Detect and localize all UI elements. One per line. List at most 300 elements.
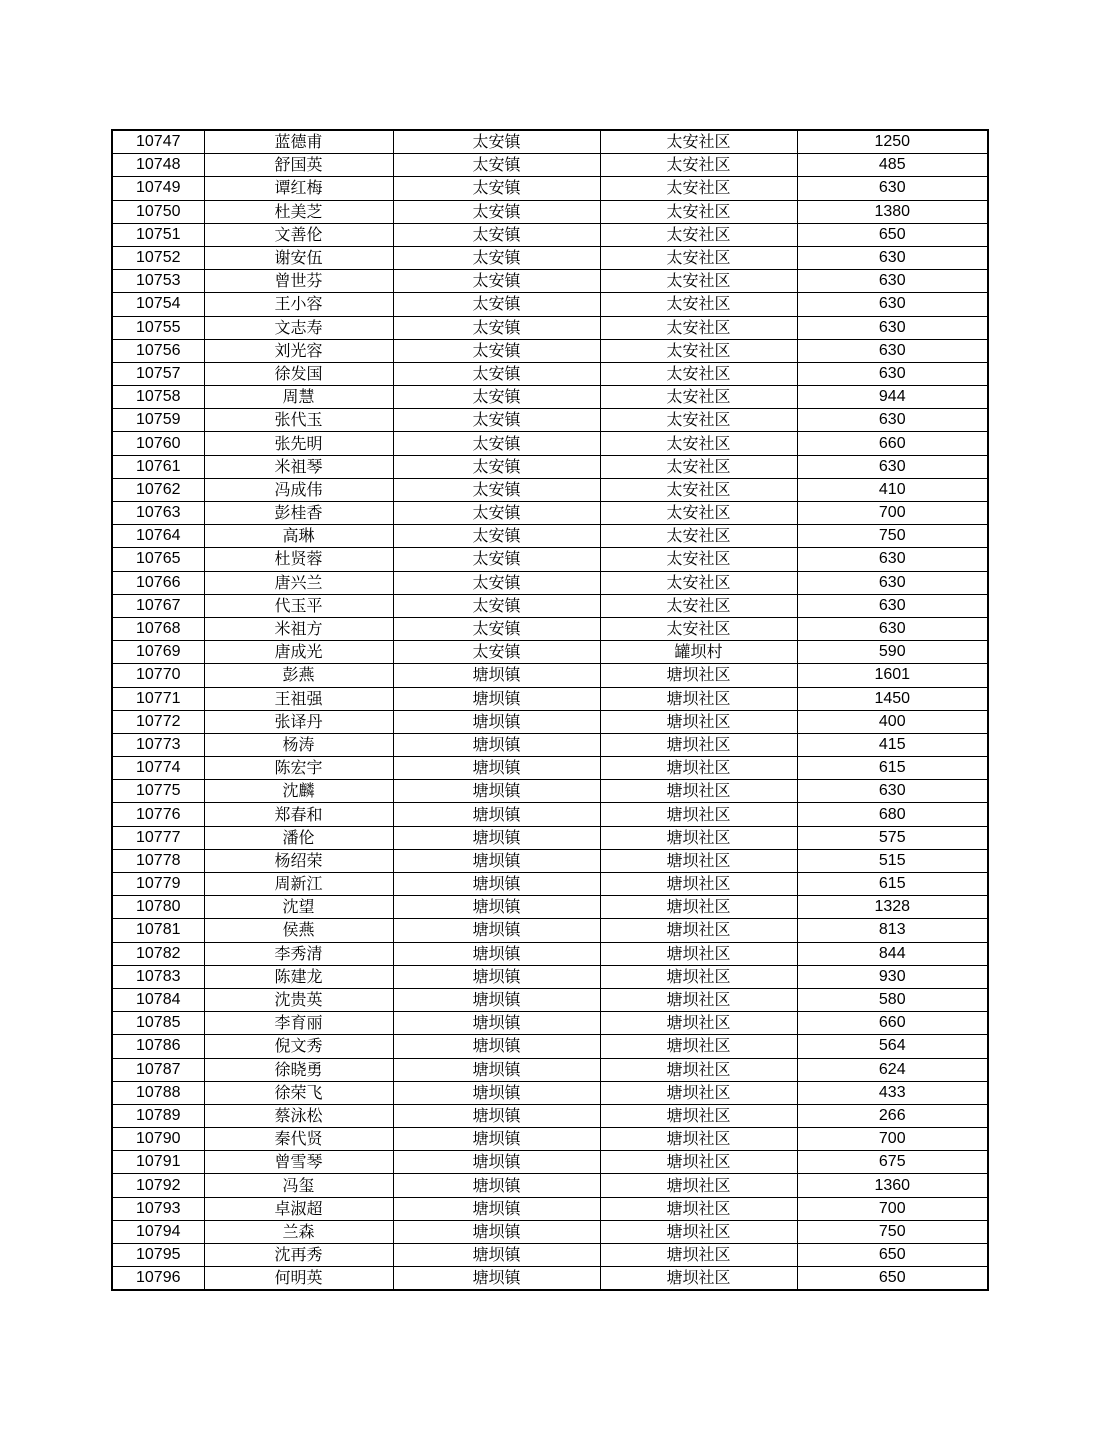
table-row [112,223,988,246]
name-cell: 徐荣飞 [204,1081,393,1104]
amount-cell: 650 [797,223,988,246]
name-cell: 冯玺 [204,1174,393,1197]
table-row [112,525,988,548]
amount-cell: 485 [797,154,988,177]
amount-cell: 680 [797,803,988,826]
community-cell: 太安社区 [600,502,797,525]
table-row [112,826,988,849]
records-table-body [112,130,988,1290]
amount-cell: 750 [797,1220,988,1243]
record-id-cell: 10778 [112,849,204,872]
amount-cell: 515 [797,849,988,872]
record-id-cell: 10758 [112,386,204,409]
record-id-cell: 10750 [112,200,204,223]
amount-cell: 630 [797,780,988,803]
community-cell: 塘坝社区 [600,1104,797,1127]
record-id-cell: 10755 [112,316,204,339]
name-cell: 李秀清 [204,942,393,965]
name-cell: 张先明 [204,432,393,455]
name-cell: 倪文秀 [204,1035,393,1058]
amount-cell: 630 [797,362,988,385]
town-cell: 太安镇 [393,200,600,223]
name-cell: 唐成光 [204,641,393,664]
name-cell: 谭红梅 [204,177,393,200]
town-cell: 塘坝镇 [393,733,600,756]
town-cell: 塘坝镇 [393,1151,600,1174]
name-cell: 王小容 [204,293,393,316]
name-cell: 杨绍荣 [204,849,393,872]
name-cell: 徐晓勇 [204,1058,393,1081]
record-id-cell: 10784 [112,988,204,1011]
name-cell: 杜贤蓉 [204,548,393,571]
community-cell: 塘坝社区 [600,1197,797,1220]
town-cell: 塘坝镇 [393,988,600,1011]
record-id-cell: 10774 [112,757,204,780]
name-cell: 何明英 [204,1267,393,1291]
table-row [112,502,988,525]
community-cell: 太安社区 [600,571,797,594]
amount-cell: 590 [797,641,988,664]
amount-cell: 415 [797,733,988,756]
town-cell: 塘坝镇 [393,873,600,896]
name-cell: 冯成伟 [204,478,393,501]
town-cell: 太安镇 [393,548,600,571]
name-cell: 侯燕 [204,919,393,942]
community-cell: 塘坝社区 [600,710,797,733]
record-id-cell: 10770 [112,664,204,687]
records-table [111,129,989,1291]
community-cell: 太安社区 [600,478,797,501]
name-cell: 沈贵英 [204,988,393,1011]
record-id-cell: 10786 [112,1035,204,1058]
community-cell: 塘坝社区 [600,1081,797,1104]
amount-cell: 930 [797,965,988,988]
name-cell: 高琳 [204,525,393,548]
table-row [112,432,988,455]
record-id-cell: 10748 [112,154,204,177]
record-id-cell: 10776 [112,803,204,826]
table-row [112,1081,988,1104]
amount-cell: 410 [797,478,988,501]
name-cell: 秦代贤 [204,1128,393,1151]
table-row [112,270,988,293]
community-cell: 塘坝社区 [600,1244,797,1267]
amount-cell: 433 [797,1081,988,1104]
amount-cell: 630 [797,339,988,362]
record-id-cell: 10760 [112,432,204,455]
record-id-cell: 10775 [112,780,204,803]
table-row [112,641,988,664]
amount-cell: 1450 [797,687,988,710]
amount-cell: 630 [797,548,988,571]
town-cell: 塘坝镇 [393,664,600,687]
record-id-cell: 10752 [112,246,204,269]
table-row [112,316,988,339]
table-row [112,803,988,826]
table-row [112,409,988,432]
table-row [112,849,988,872]
name-cell: 李育丽 [204,1012,393,1035]
community-cell: 塘坝社区 [600,1174,797,1197]
community-cell: 太安社区 [600,200,797,223]
community-cell: 太安社区 [600,362,797,385]
town-cell: 太安镇 [393,270,600,293]
community-cell: 太安社区 [600,548,797,571]
table-row [112,873,988,896]
amount-cell: 630 [797,455,988,478]
record-id-cell: 10789 [112,1104,204,1127]
town-cell: 塘坝镇 [393,849,600,872]
community-cell: 塘坝社区 [600,733,797,756]
table-row [112,733,988,756]
table-row [112,246,988,269]
town-cell: 太安镇 [393,154,600,177]
amount-cell: 1360 [797,1174,988,1197]
amount-cell: 630 [797,177,988,200]
table-row [112,1104,988,1127]
town-cell: 塘坝镇 [393,942,600,965]
community-cell: 塘坝社区 [600,664,797,687]
record-id-cell: 10780 [112,896,204,919]
record-id-cell: 10759 [112,409,204,432]
town-cell: 塘坝镇 [393,896,600,919]
record-id-cell: 10761 [112,455,204,478]
amount-cell: 750 [797,525,988,548]
table-row [112,942,988,965]
town-cell: 塘坝镇 [393,965,600,988]
name-cell: 陈宏宇 [204,757,393,780]
town-cell: 太安镇 [393,617,600,640]
record-id-cell: 10773 [112,733,204,756]
table-row [112,293,988,316]
name-cell: 曾雪琴 [204,1151,393,1174]
name-cell: 周新江 [204,873,393,896]
record-id-cell: 10787 [112,1058,204,1081]
town-cell: 塘坝镇 [393,1267,600,1291]
amount-cell: 1250 [797,130,988,154]
town-cell: 塘坝镇 [393,1012,600,1035]
town-cell: 塘坝镇 [393,1244,600,1267]
name-cell: 徐发国 [204,362,393,385]
town-cell: 太安镇 [393,641,600,664]
town-cell: 太安镇 [393,386,600,409]
amount-cell: 650 [797,1244,988,1267]
name-cell: 文善伦 [204,223,393,246]
town-cell: 太安镇 [393,130,600,154]
town-cell: 塘坝镇 [393,1128,600,1151]
record-id-cell: 10791 [112,1151,204,1174]
name-cell: 米祖琴 [204,455,393,478]
record-id-cell: 10794 [112,1220,204,1243]
record-id-cell: 10768 [112,617,204,640]
town-cell: 塘坝镇 [393,803,600,826]
record-id-cell: 10756 [112,339,204,362]
amount-cell: 580 [797,988,988,1011]
name-cell: 唐兴兰 [204,571,393,594]
amount-cell: 700 [797,502,988,525]
amount-cell: 630 [797,246,988,269]
name-cell: 谢安伍 [204,246,393,269]
name-cell: 蓝德甫 [204,130,393,154]
table-row [112,965,988,988]
community-cell: 太安社区 [600,339,797,362]
amount-cell: 624 [797,1058,988,1081]
amount-cell: 630 [797,316,988,339]
town-cell: 太安镇 [393,525,600,548]
community-cell: 太安社区 [600,617,797,640]
table-row [112,200,988,223]
town-cell: 太安镇 [393,362,600,385]
amount-cell: 650 [797,1267,988,1291]
name-cell: 兰森 [204,1220,393,1243]
town-cell: 太安镇 [393,293,600,316]
town-cell: 太安镇 [393,455,600,478]
table-row [112,386,988,409]
name-cell: 蔡泳松 [204,1104,393,1127]
table-row [112,571,988,594]
community-cell: 塘坝社区 [600,1058,797,1081]
community-cell: 太安社区 [600,177,797,200]
community-cell: 塘坝社区 [600,757,797,780]
name-cell: 彭桂香 [204,502,393,525]
table-row [112,1128,988,1151]
town-cell: 太安镇 [393,502,600,525]
community-cell: 塘坝社区 [600,965,797,988]
town-cell: 太安镇 [393,339,600,362]
community-cell: 塘坝社区 [600,687,797,710]
table-row [112,896,988,919]
name-cell: 刘光容 [204,339,393,362]
town-cell: 塘坝镇 [393,1104,600,1127]
amount-cell: 630 [797,594,988,617]
table-row [112,130,988,154]
town-cell: 塘坝镇 [393,1197,600,1220]
name-cell: 张代玉 [204,409,393,432]
record-id-cell: 10766 [112,571,204,594]
table-row [112,1244,988,1267]
community-cell: 太安社区 [600,316,797,339]
community-cell: 太安社区 [600,270,797,293]
community-cell: 太安社区 [600,293,797,316]
amount-cell: 564 [797,1035,988,1058]
name-cell: 曾世芬 [204,270,393,293]
record-id-cell: 10762 [112,478,204,501]
name-cell: 陈建龙 [204,965,393,988]
table-row [112,617,988,640]
amount-cell: 575 [797,826,988,849]
community-cell: 塘坝社区 [600,1128,797,1151]
name-cell: 文志寿 [204,316,393,339]
table-row [112,919,988,942]
table-row [112,757,988,780]
community-cell: 太安社区 [600,525,797,548]
table-row [112,362,988,385]
record-id-cell: 10754 [112,293,204,316]
name-cell: 卓淑超 [204,1197,393,1220]
town-cell: 塘坝镇 [393,687,600,710]
record-id-cell: 10792 [112,1174,204,1197]
record-id-cell: 10779 [112,873,204,896]
community-cell: 塘坝社区 [600,780,797,803]
name-cell: 潘伦 [204,826,393,849]
community-cell: 塘坝社区 [600,803,797,826]
name-cell: 代玉平 [204,594,393,617]
town-cell: 太安镇 [393,316,600,339]
community-cell: 罐坝村 [600,641,797,664]
town-cell: 塘坝镇 [393,1058,600,1081]
town-cell: 太安镇 [393,246,600,269]
community-cell: 太安社区 [600,432,797,455]
town-cell: 塘坝镇 [393,780,600,803]
town-cell: 塘坝镇 [393,710,600,733]
table-row [112,339,988,362]
amount-cell: 1328 [797,896,988,919]
record-id-cell: 10793 [112,1197,204,1220]
table-row [112,1197,988,1220]
town-cell: 太安镇 [393,478,600,501]
community-cell: 塘坝社区 [600,849,797,872]
community-cell: 塘坝社区 [600,942,797,965]
name-cell: 郑春和 [204,803,393,826]
record-id-cell: 10796 [112,1267,204,1291]
community-cell: 太安社区 [600,594,797,617]
table-row [112,710,988,733]
table-row [112,988,988,1011]
amount-cell: 660 [797,1012,988,1035]
record-id-cell: 10749 [112,177,204,200]
record-id-cell: 10777 [112,826,204,849]
community-cell: 太安社区 [600,130,797,154]
community-cell: 塘坝社区 [600,873,797,896]
amount-cell: 1380 [797,200,988,223]
community-cell: 塘坝社区 [600,1151,797,1174]
record-id-cell: 10782 [112,942,204,965]
town-cell: 太安镇 [393,409,600,432]
community-cell: 太安社区 [600,409,797,432]
table-row [112,455,988,478]
amount-cell: 630 [797,270,988,293]
amount-cell: 630 [797,571,988,594]
name-cell: 王祖强 [204,687,393,710]
amount-cell: 844 [797,942,988,965]
town-cell: 太安镇 [393,223,600,246]
amount-cell: 266 [797,1104,988,1127]
amount-cell: 400 [797,710,988,733]
record-id-cell: 10753 [112,270,204,293]
community-cell: 塘坝社区 [600,1267,797,1291]
table-row [112,594,988,617]
table-row [112,1058,988,1081]
record-id-cell: 10767 [112,594,204,617]
table-row [112,1151,988,1174]
amount-cell: 1601 [797,664,988,687]
name-cell: 舒国英 [204,154,393,177]
name-cell: 杨涛 [204,733,393,756]
amount-cell: 630 [797,617,988,640]
amount-cell: 615 [797,757,988,780]
table-row [112,478,988,501]
record-id-cell: 10751 [112,223,204,246]
name-cell: 张译丹 [204,710,393,733]
amount-cell: 944 [797,386,988,409]
record-id-cell: 10795 [112,1244,204,1267]
table-row [112,177,988,200]
amount-cell: 675 [797,1151,988,1174]
town-cell: 塘坝镇 [393,826,600,849]
town-cell: 太安镇 [393,177,600,200]
community-cell: 塘坝社区 [600,988,797,1011]
town-cell: 塘坝镇 [393,1174,600,1197]
name-cell: 沈再秀 [204,1244,393,1267]
name-cell: 米祖方 [204,617,393,640]
table-row [112,687,988,710]
record-id-cell: 10783 [112,965,204,988]
record-id-cell: 10772 [112,710,204,733]
name-cell: 彭燕 [204,664,393,687]
community-cell: 塘坝社区 [600,1220,797,1243]
name-cell: 周慧 [204,386,393,409]
table-row [112,780,988,803]
amount-cell: 813 [797,919,988,942]
name-cell: 杜美芝 [204,200,393,223]
town-cell: 塘坝镇 [393,1220,600,1243]
table-row [112,664,988,687]
record-id-cell: 10765 [112,548,204,571]
community-cell: 太安社区 [600,386,797,409]
community-cell: 塘坝社区 [600,919,797,942]
record-id-cell: 10785 [112,1012,204,1035]
town-cell: 塘坝镇 [393,757,600,780]
amount-cell: 630 [797,293,988,316]
town-cell: 塘坝镇 [393,1035,600,1058]
town-cell: 太安镇 [393,571,600,594]
table-row [112,1174,988,1197]
community-cell: 塘坝社区 [600,826,797,849]
table-row [112,1267,988,1291]
table-row [112,1220,988,1243]
table-row [112,548,988,571]
record-id-cell: 10757 [112,362,204,385]
amount-cell: 700 [797,1128,988,1151]
town-cell: 太安镇 [393,594,600,617]
name-cell: 沈望 [204,896,393,919]
amount-cell: 615 [797,873,988,896]
record-id-cell: 10769 [112,641,204,664]
record-id-cell: 10790 [112,1128,204,1151]
community-cell: 太安社区 [600,455,797,478]
community-cell: 塘坝社区 [600,896,797,919]
amount-cell: 630 [797,409,988,432]
community-cell: 太安社区 [600,246,797,269]
name-cell: 沈麟 [204,780,393,803]
town-cell: 塘坝镇 [393,1081,600,1104]
town-cell: 塘坝镇 [393,919,600,942]
community-cell: 塘坝社区 [600,1012,797,1035]
town-cell: 太安镇 [393,432,600,455]
record-id-cell: 10788 [112,1081,204,1104]
record-id-cell: 10781 [112,919,204,942]
record-id-cell: 10771 [112,687,204,710]
record-id-cell: 10763 [112,502,204,525]
record-id-cell: 10747 [112,130,204,154]
table-row [112,1012,988,1035]
table-row [112,1035,988,1058]
amount-cell: 660 [797,432,988,455]
table-row [112,154,988,177]
amount-cell: 700 [797,1197,988,1220]
community-cell: 太安社区 [600,154,797,177]
record-id-cell: 10764 [112,525,204,548]
